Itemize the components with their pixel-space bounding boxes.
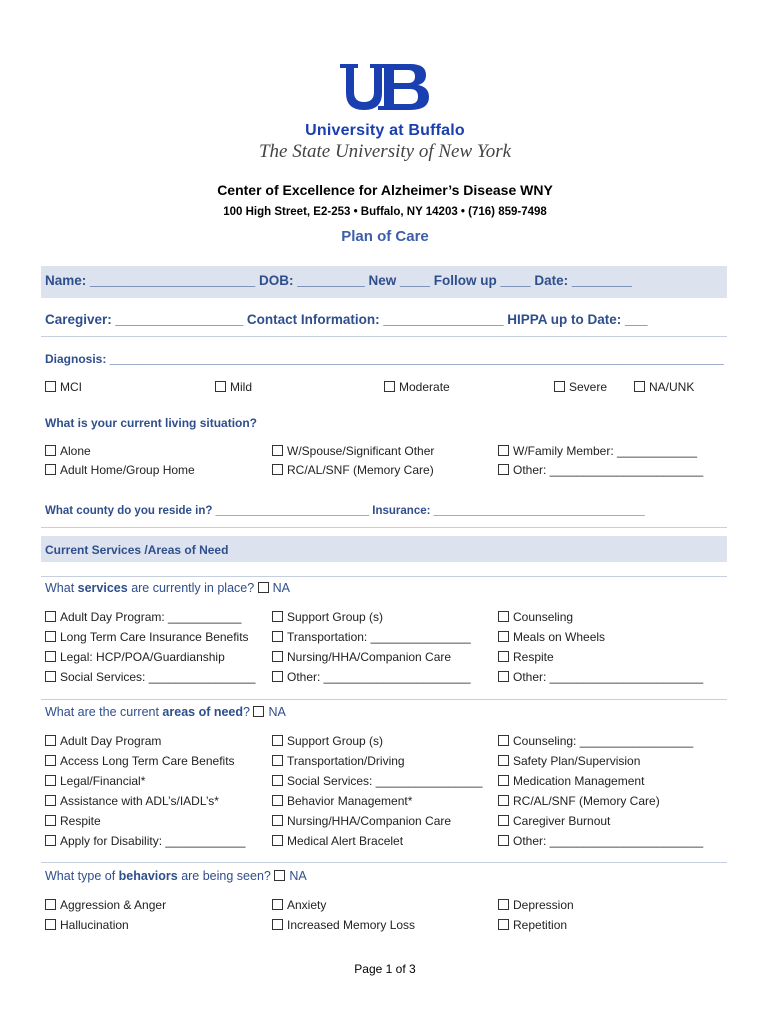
checkbox[interactable] (45, 835, 56, 846)
checkbox[interactable] (272, 899, 283, 910)
need-option[interactable]: Apply for Disability: ____________ (45, 834, 245, 848)
service-option[interactable]: Adult Day Program: ___________ (45, 610, 241, 624)
living-question: What is your current living situation? (45, 416, 258, 430)
service-option[interactable]: Legal: HCP/POA/Guardianship (45, 650, 225, 664)
need-option[interactable]: Counseling: _________________ (498, 734, 693, 748)
service-option[interactable]: Social Services: ________________ (45, 670, 255, 684)
need-option[interactable]: Legal/Financial* (45, 774, 145, 788)
checkbox[interactable] (272, 445, 283, 456)
need-option[interactable]: Medical Alert Bracelet (272, 834, 403, 848)
divider (41, 336, 727, 337)
checkbox[interactable] (45, 755, 56, 766)
center-title: Center of Excellence for Alzheimer’s Disease WNY (217, 182, 553, 198)
university-subtitle: The State University of New York (258, 141, 512, 162)
need-option[interactable]: Medication Management (498, 774, 644, 788)
need-option[interactable]: Nursing/HHA/Companion Care (272, 814, 451, 828)
services-question: What services are currently in place? NA (45, 581, 291, 595)
need-option[interactable]: Support Group (s) (272, 734, 383, 748)
checkbox[interactable] (45, 445, 56, 456)
checkbox[interactable] (45, 815, 56, 826)
living-option[interactable]: Other: _______________________ (498, 463, 703, 477)
ub-logo (338, 62, 430, 112)
behaviors-question: What type of behaviors are being seen? NA (45, 869, 307, 883)
behavior-option[interactable]: Anxiety (272, 898, 326, 912)
checkbox[interactable] (498, 755, 509, 766)
checkbox[interactable] (45, 381, 56, 392)
checkbox[interactable] (272, 651, 283, 662)
checkbox[interactable] (384, 381, 395, 392)
checkbox[interactable] (498, 631, 509, 642)
living-option[interactable]: RC/AL/SNF (Memory Care) (272, 463, 434, 477)
checkbox[interactable] (45, 464, 56, 475)
need-option[interactable]: Access Long Term Care Benefits (45, 754, 235, 768)
behavior-option[interactable]: Hallucination (45, 918, 129, 932)
living-option[interactable]: Alone (45, 444, 91, 458)
diagnosis-option[interactable]: Moderate (384, 380, 450, 394)
service-option[interactable]: Other: ______________________ (272, 670, 471, 684)
service-option[interactable]: Support Group (s) (272, 610, 383, 624)
checkbox[interactable] (45, 735, 56, 746)
divider (41, 527, 727, 528)
patient-info-line2[interactable]: Caregiver: _________________ Contact Information: ________________ HIPPA up to Date: ___ (45, 312, 648, 327)
service-option[interactable]: Meals on Wheels (498, 630, 605, 644)
checkbox[interactable] (272, 464, 283, 475)
checkbox[interactable] (634, 381, 645, 392)
checkbox[interactable] (498, 835, 509, 846)
checkbox[interactable] (498, 795, 509, 806)
behavior-option[interactable]: Increased Memory Loss (272, 918, 415, 932)
need-option[interactable]: Caregiver Burnout (498, 814, 610, 828)
behavior-option[interactable]: Repetition (498, 918, 567, 932)
diagnosis-option[interactable]: NA/UNK (634, 380, 694, 394)
checkbox[interactable] (272, 735, 283, 746)
diagnosis-option[interactable]: Mild (215, 380, 252, 394)
service-option[interactable]: Counseling (498, 610, 573, 624)
diagnosis-label[interactable]: Diagnosis: ____________________________________________________________________________________________ (45, 352, 724, 366)
need-option[interactable]: Other: _______________________ (498, 834, 703, 848)
form-title: Plan of Care (341, 228, 429, 245)
checkbox[interactable] (554, 381, 565, 392)
checkbox[interactable] (498, 919, 509, 930)
checkbox[interactable] (498, 651, 509, 662)
need-option[interactable]: Transportation/Driving (272, 754, 405, 768)
checkbox[interactable] (45, 631, 56, 642)
need-option[interactable]: Adult Day Program (45, 734, 161, 748)
need-option[interactable]: RC/AL/SNF (Memory Care) (498, 794, 660, 808)
checkbox[interactable] (253, 706, 264, 717)
checkbox[interactable] (272, 815, 283, 826)
need-option[interactable]: Social Services: ________________ (272, 774, 482, 788)
patient-info-line1[interactable]: Name: ______________________ DOB: _________ New ____ Follow up ____ Date: ________ (45, 273, 632, 288)
checkbox[interactable] (215, 381, 226, 392)
checkbox[interactable] (258, 582, 269, 593)
page-number: Page 1 of 3 (354, 962, 416, 976)
need-option[interactable]: Safety Plan/Supervision (498, 754, 640, 768)
checkbox[interactable] (272, 835, 283, 846)
checkbox[interactable] (272, 631, 283, 642)
current-services-header: Current Services /Areas of Need (45, 543, 229, 557)
diagnosis-option[interactable]: MCI (45, 380, 82, 394)
checkbox[interactable] (272, 775, 283, 786)
checkbox[interactable] (45, 651, 56, 662)
divider (41, 862, 727, 863)
checkbox[interactable] (272, 919, 283, 930)
checkbox[interactable] (272, 671, 283, 682)
checkbox[interactable] (498, 611, 509, 622)
checkbox[interactable] (45, 899, 56, 910)
checkbox[interactable] (498, 815, 509, 826)
checkbox[interactable] (45, 611, 56, 622)
checkbox[interactable] (45, 795, 56, 806)
checkbox[interactable] (272, 795, 283, 806)
checkbox[interactable] (274, 870, 285, 881)
checkbox[interactable] (272, 611, 283, 622)
service-option[interactable]: Transportation: _______________ (272, 630, 471, 644)
living-option[interactable]: Adult Home/Group Home (45, 463, 195, 477)
checkbox[interactable] (498, 671, 509, 682)
county-insurance-field[interactable]: What county do you reside in? ________________________ Insurance: _________________________________ (45, 505, 645, 517)
need-option[interactable]: Assistance with ADL’s/IADL’s* (45, 794, 219, 808)
checkbox[interactable] (45, 775, 56, 786)
behavior-option[interactable]: Depression (498, 898, 574, 912)
living-option[interactable]: W/Family Member: ____________ (498, 444, 697, 458)
need-option[interactable]: Respite (45, 814, 101, 828)
checkbox[interactable] (45, 919, 56, 930)
living-option[interactable]: W/Spouse/Significant Other (272, 444, 434, 458)
behavior-option[interactable]: Aggression & Anger (45, 898, 166, 912)
university-name: University at Buffalo (305, 122, 465, 139)
divider (41, 699, 727, 700)
diagnosis-option[interactable]: Severe (554, 380, 607, 394)
checkbox[interactable] (498, 775, 509, 786)
service-option[interactable]: Nursing/HHA/Companion Care (272, 650, 451, 664)
service-option[interactable]: Respite (498, 650, 554, 664)
center-address: 100 High Street, E2-253 • Buffalo, NY 14203 • (716) 859-7498 (223, 206, 547, 218)
needs-question: What are the current areas of need? NA (45, 705, 286, 719)
service-option[interactable]: Long Term Care Insurance Benefits (45, 630, 249, 644)
checkbox[interactable] (498, 735, 509, 746)
checkbox[interactable] (498, 445, 509, 456)
service-option[interactable]: Other: _______________________ (498, 670, 703, 684)
checkbox[interactable] (45, 671, 56, 682)
checkbox[interactable] (498, 899, 509, 910)
checkbox[interactable] (498, 464, 509, 475)
need-option[interactable]: Behavior Management* (272, 794, 412, 808)
checkbox[interactable] (272, 755, 283, 766)
divider (41, 576, 727, 577)
